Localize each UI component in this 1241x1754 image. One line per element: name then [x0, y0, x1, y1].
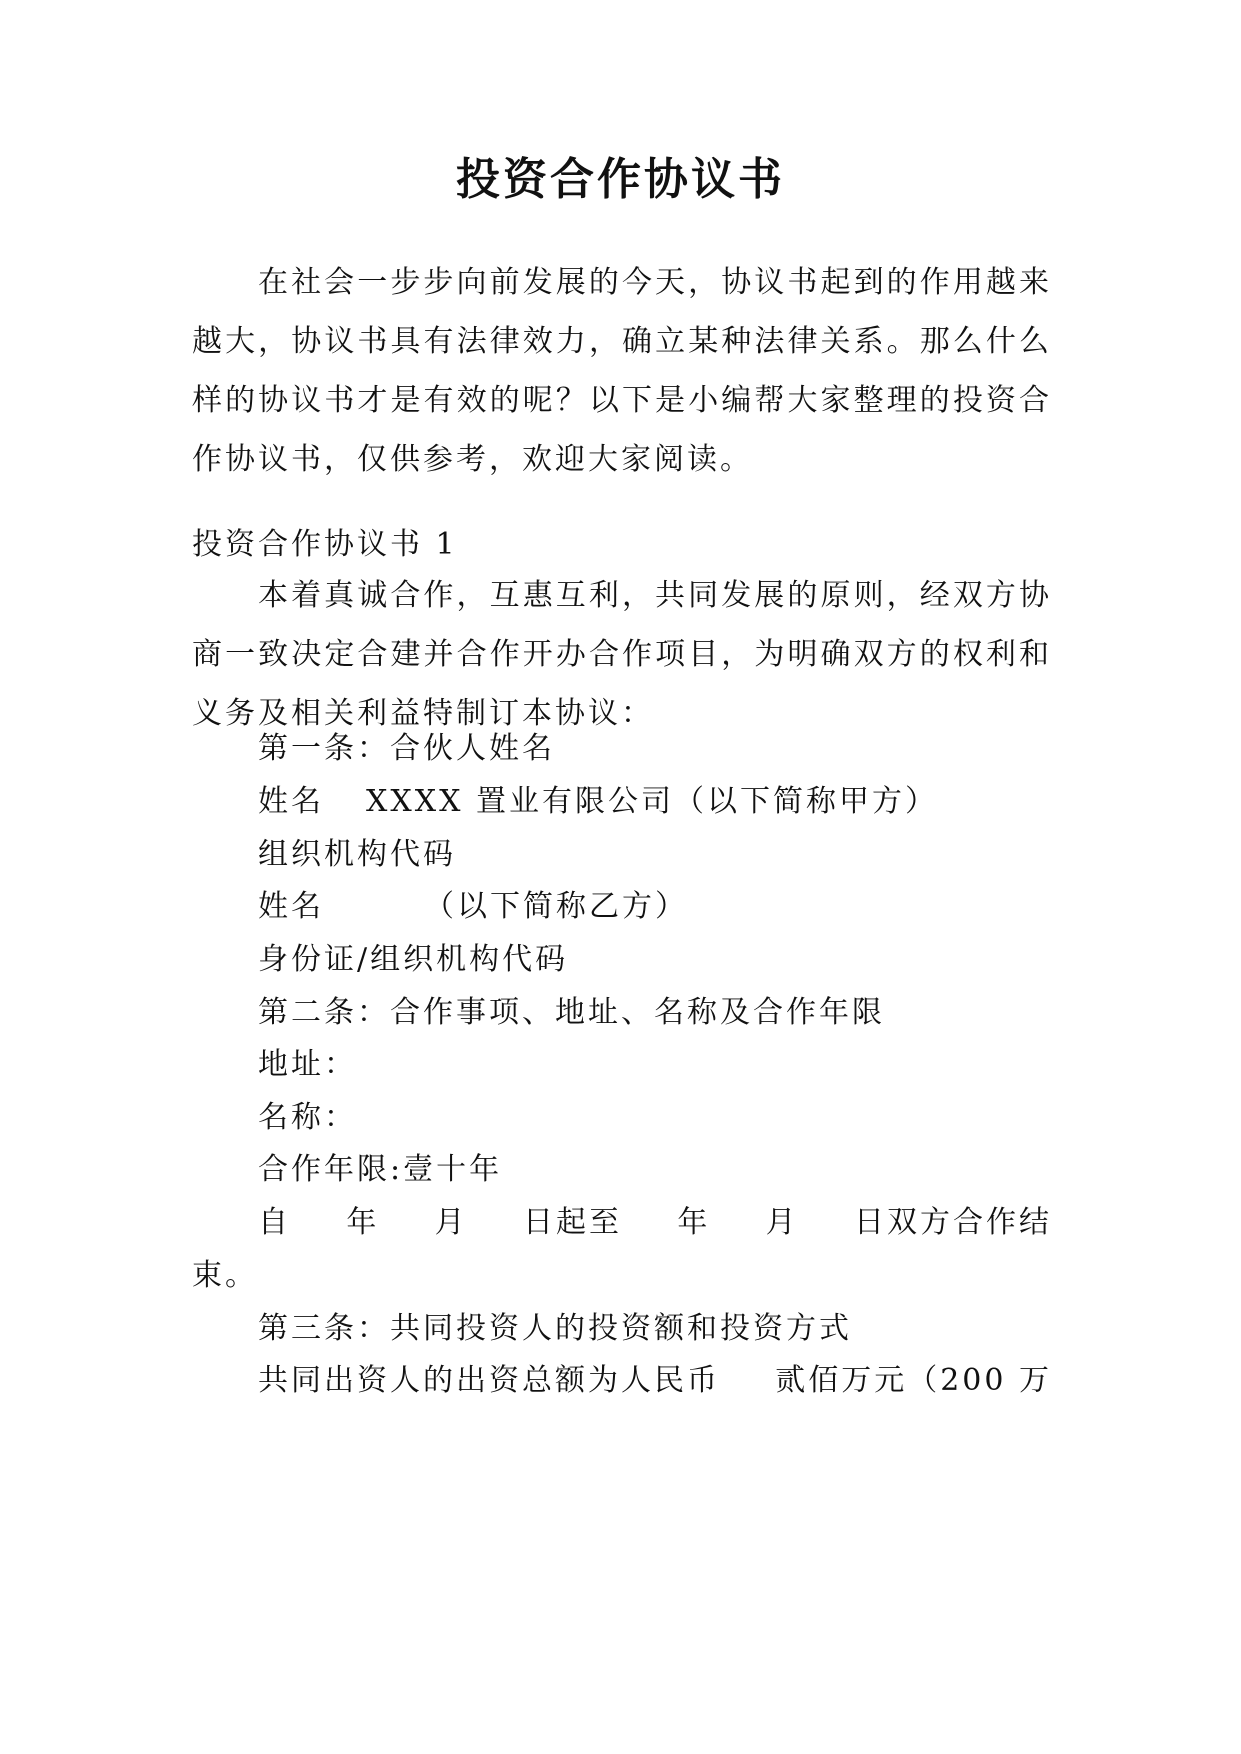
preamble-paragraph: 本着真诚合作，互惠互利，共同发展的原则，经双方协商一致决定合建并合作开办合作项目，为明确双方的权利和义务及相关利益特制订本协议：	[192, 578, 1052, 731]
capital-prefix: 共同出资人的出资总额为人民币	[258, 1363, 720, 1398]
capital-amount: 贰佰万元（200 万	[775, 1363, 1052, 1398]
period-end: 束。	[192, 1258, 258, 1293]
id-org-code-label: 身份证/组织机构代码	[258, 942, 569, 977]
address-label: 地址：	[258, 1047, 357, 1082]
intro-paragraph: 在社会一步步向前发展的今天，协议书起到的作用越来越大，协议书具有法律效力，确立某种法律关系。那么什么样的协议书才是有效的呢？以下是小编帮大家整理的投资合作协议书，仅供参考，欢迎大家阅读。	[192, 265, 1052, 477]
party-a-value: XXXX 置业有限公司（以下简称甲方）	[366, 784, 938, 819]
section-heading: 投资合作协议书 1	[192, 527, 458, 562]
party-b-value: （以下简称乙方）	[424, 889, 688, 924]
party-b-line	[258, 887, 688, 927]
period-month-1: 月	[434, 1205, 468, 1240]
article-1-heading: 第一条：合伙人姓名	[258, 731, 555, 766]
period-from: 自	[258, 1205, 291, 1240]
term-line: 合作年限:壹十年	[258, 1152, 503, 1187]
period-month-2: 月	[765, 1205, 799, 1240]
name-label-b: 姓名	[258, 889, 324, 924]
period-day-1: 日起至	[522, 1205, 622, 1240]
document-title: 投资合作协议书	[456, 154, 785, 205]
article-2-heading: 第二条：合作事项、地址、名称及合作年限	[258, 995, 885, 1030]
name-field-label: 名称：	[258, 1100, 357, 1135]
period-line	[258, 1203, 1052, 1243]
party-a-line	[258, 782, 938, 822]
article-3-heading: 第三条：共同投资人的投资额和投资方式	[258, 1311, 852, 1346]
name-label-a: 姓名	[258, 784, 324, 819]
period-year-2: 年	[677, 1205, 711, 1240]
capital-line	[258, 1361, 1052, 1401]
period-year-1: 年	[346, 1205, 380, 1240]
period-day-2: 日双方合作结	[853, 1205, 1052, 1240]
org-code-label: 组织机构代码	[258, 837, 456, 872]
